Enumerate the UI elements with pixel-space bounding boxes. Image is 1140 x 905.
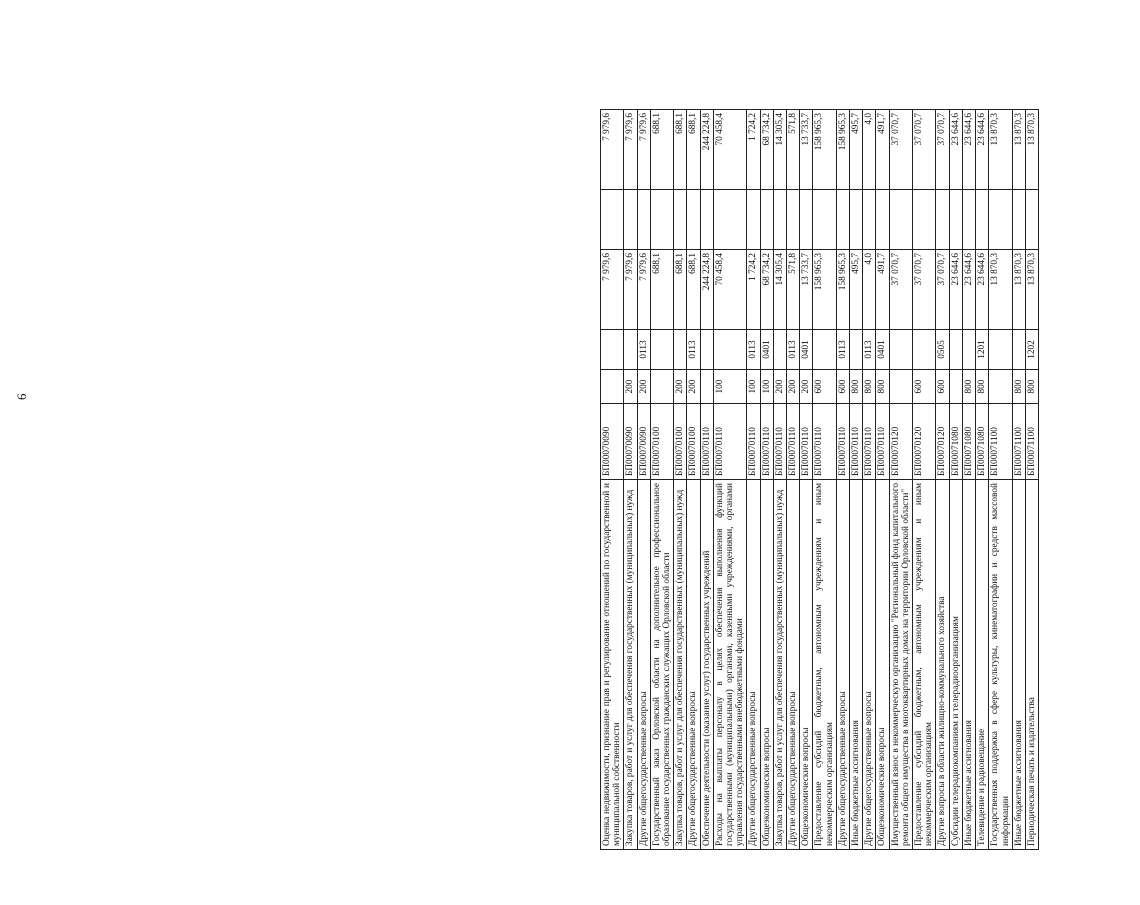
total-amount-cell: 13 870,3	[1012, 250, 1025, 330]
expense-type-cell: 800	[863, 370, 876, 404]
partial-amount-cell	[601, 190, 624, 250]
row-name-cell: Другие вопросы в области жилищно-коммунального хозяйства	[936, 480, 949, 850]
partial-amount-cell	[989, 190, 1012, 250]
total-amount-cell: 14 305,4	[773, 250, 786, 330]
table-row	[850, 110, 863, 850]
target-article-cell: БП00070120	[936, 404, 949, 480]
sum-amount-cell: 14 305,4	[773, 110, 786, 190]
row-name-cell: Другие общегосударственные вопросы	[687, 480, 700, 850]
section-cell	[913, 330, 936, 370]
target-article-cell: БП00071080	[949, 404, 962, 480]
expense-type-cell: 800	[976, 370, 989, 404]
section-cell	[713, 330, 747, 370]
expense-type-cell: 800	[850, 370, 863, 404]
table-row	[836, 110, 849, 850]
table-row	[700, 110, 713, 850]
row-name-cell: Иные бюджетные ассигнования	[1012, 480, 1025, 850]
total-amount-cell: 4,0	[863, 250, 876, 330]
row-name-cell: Общеэкономические вопросы	[876, 480, 889, 850]
total-amount-cell: 571,8	[787, 250, 800, 330]
partial-amount-cell	[976, 190, 989, 250]
section-cell: 0505	[936, 330, 949, 370]
total-amount-cell: 70 458,4	[713, 250, 747, 330]
section-cell: 0113	[747, 330, 760, 370]
sum-amount-cell: 491,7	[876, 110, 889, 190]
target-article-cell: БП00070110	[700, 404, 713, 480]
table-row	[800, 110, 813, 850]
partial-amount-cell	[913, 190, 936, 250]
section-cell	[989, 330, 1012, 370]
expense-type-cell: 200	[687, 370, 700, 404]
row-name-cell: Обеспечение деятельности (оказание услуг) государственных учреждений	[700, 480, 713, 850]
section-cell: 1201	[976, 330, 989, 370]
expense-type-cell	[989, 370, 1012, 404]
sum-amount-cell: 571,8	[787, 110, 800, 190]
sum-amount-cell: 13 870,3	[989, 110, 1012, 190]
sum-amount-cell: 13 870,3	[1025, 110, 1038, 190]
sum-amount-cell: 23 644,6	[976, 110, 989, 190]
sum-amount-cell: 1 724,2	[747, 110, 760, 190]
partial-amount-cell	[836, 190, 849, 250]
total-amount-cell: 688,1	[674, 250, 687, 330]
row-name-cell: Иные бюджетные ассигнования	[850, 480, 863, 850]
section-cell: 0113	[787, 330, 800, 370]
total-amount-cell: 23 644,6	[976, 250, 989, 330]
section-cell: 0401	[800, 330, 813, 370]
row-name-cell: Предоставление субсидий бюджетным, автономным учреждениям и иным некоммерческим организациям	[913, 480, 936, 850]
section-cell: 1202	[1025, 330, 1038, 370]
sum-amount-cell: 23 644,6	[949, 110, 962, 190]
section-cell	[601, 330, 624, 370]
sum-amount-cell: 158 965,3	[836, 110, 849, 190]
target-article-cell: БП00070110	[747, 404, 760, 480]
expense-type-cell: 200	[773, 370, 786, 404]
table-row	[624, 110, 637, 850]
section-cell	[949, 330, 962, 370]
section-cell	[650, 330, 673, 370]
table-row	[813, 110, 836, 850]
table-row	[863, 110, 876, 850]
target-article-cell: БП00070110	[773, 404, 786, 480]
table-row	[989, 110, 1012, 850]
target-article-cell: БП00070090	[637, 404, 650, 480]
section-cell	[1012, 330, 1025, 370]
sum-amount-cell: 13 733,7	[800, 110, 813, 190]
sum-amount-cell: 244 224,8	[700, 110, 713, 190]
target-article-cell: БП00070110	[713, 404, 747, 480]
partial-amount-cell	[813, 190, 836, 250]
table-row	[674, 110, 687, 850]
row-name-cell: Телевидение и радиовещание	[976, 480, 989, 850]
section-cell	[700, 330, 713, 370]
partial-amount-cell	[800, 190, 813, 250]
target-article-cell: БП00071080	[976, 404, 989, 480]
target-article-cell: БП00071100	[1012, 404, 1025, 480]
total-amount-cell: 37 070,7	[913, 250, 936, 330]
row-name-cell: Закупка товаров, работ и услуг для обеспечения государственных (муниципальных) нужд	[624, 480, 637, 850]
sum-amount-cell: 13 870,3	[1012, 110, 1025, 190]
partial-amount-cell	[637, 190, 650, 250]
total-amount-cell: 68 734,2	[760, 250, 773, 330]
table-row	[773, 110, 786, 850]
table-row	[1025, 110, 1038, 850]
row-name-cell: Государственная поддержка в сфере культуры, кинематографии и средств массовой информации	[989, 480, 1012, 850]
table-body	[601, 110, 1039, 850]
target-article-cell: БП00070110	[813, 404, 836, 480]
expense-type-cell: 600	[813, 370, 836, 404]
partial-amount-cell	[700, 190, 713, 250]
table-row	[889, 110, 912, 850]
table-row	[601, 110, 624, 850]
partial-amount-cell	[850, 190, 863, 250]
row-name-cell: Закупка товаров, работ и услуг для обеспечения государственных (муниципальных) нужд	[674, 480, 687, 850]
sum-amount-cell: 37 070,7	[913, 110, 936, 190]
section-cell: 0113	[836, 330, 849, 370]
partial-amount-cell	[674, 190, 687, 250]
section-cell	[773, 330, 786, 370]
sum-amount-cell: 7 979,6	[637, 110, 650, 190]
sum-amount-cell: 495,7	[850, 110, 863, 190]
row-name-cell: Государственный заказ Орловской области на дополнительное профессиональное образование государственных гражданских служащих Орловской области	[650, 480, 673, 850]
section-cell: 0401	[876, 330, 889, 370]
expense-type-cell	[949, 370, 962, 404]
row-name-cell: Общеэкономические вопросы	[800, 480, 813, 850]
partial-amount-cell	[747, 190, 760, 250]
total-amount-cell: 13 870,3	[989, 250, 1012, 330]
sum-amount-cell: 37 070,7	[936, 110, 949, 190]
partial-amount-cell	[949, 190, 962, 250]
table-row	[760, 110, 773, 850]
sum-amount-cell: 4,0	[863, 110, 876, 190]
sum-amount-cell: 70 458,4	[713, 110, 747, 190]
target-article-cell: БП00070110	[800, 404, 813, 480]
total-amount-cell: 1 724,2	[747, 250, 760, 330]
sum-amount-cell: 68 734,2	[760, 110, 773, 190]
row-name-cell: Другие общегосударственные вопросы	[747, 480, 760, 850]
section-cell	[850, 330, 863, 370]
total-amount-cell: 37 070,7	[889, 250, 912, 330]
expense-type-cell: 600	[836, 370, 849, 404]
row-name-cell: Другие общегосударственные вопросы	[637, 480, 650, 850]
sum-amount-cell: 688,1	[674, 110, 687, 190]
section-cell	[889, 330, 912, 370]
target-article-cell: БП00070120	[889, 404, 912, 480]
total-amount-cell: 495,7	[850, 250, 863, 330]
target-article-cell: БП00070090	[601, 404, 624, 480]
total-amount-cell: 23 644,6	[949, 250, 962, 330]
target-article-cell: БП00070110	[836, 404, 849, 480]
expense-type-cell	[601, 370, 624, 404]
target-article-cell: БП00070110	[787, 404, 800, 480]
row-name-cell: Другие общегосударственные вопросы	[863, 480, 876, 850]
expense-type-cell: 800	[1012, 370, 1025, 404]
partial-amount-cell	[1012, 190, 1025, 250]
section-cell	[813, 330, 836, 370]
target-article-cell: БП00070110	[876, 404, 889, 480]
total-amount-cell: 13 733,7	[800, 250, 813, 330]
partial-amount-cell	[962, 190, 975, 250]
section-cell	[962, 330, 975, 370]
section-cell: 0113	[637, 330, 650, 370]
target-article-cell: БП00071100	[1025, 404, 1038, 480]
table-row	[949, 110, 962, 850]
target-article-cell: БП00071100	[989, 404, 1012, 480]
total-amount-cell: 13 870,3	[1025, 250, 1038, 330]
target-article-cell: БП00070110	[850, 404, 863, 480]
sum-amount-cell: 7 979,6	[601, 110, 624, 190]
partial-amount-cell	[787, 190, 800, 250]
total-amount-cell: 37 070,7	[936, 250, 949, 330]
section-cell: 0113	[687, 330, 700, 370]
row-name-cell: Оценка недвижимости, признание прав и регулирование отношений по государственной и муниципальной собственности	[601, 480, 624, 850]
partial-amount-cell	[1025, 190, 1038, 250]
target-article-cell: БП00070090	[624, 404, 637, 480]
table-row	[913, 110, 936, 850]
expense-type-cell: 100	[713, 370, 747, 404]
row-name-cell: Другие общегосударственные вопросы	[836, 480, 849, 850]
section-cell: 0113	[863, 330, 876, 370]
partial-amount-cell	[624, 190, 637, 250]
partial-amount-cell	[876, 190, 889, 250]
total-amount-cell: 158 965,3	[836, 250, 849, 330]
total-amount-cell: 7 979,6	[624, 250, 637, 330]
total-amount-cell: 244 224,8	[700, 250, 713, 330]
row-name-cell: Расходы на выплаты персоналу в целях обеспечения выполнения функций государственными (муниципальными) органами, казенными учреждениями, органами управления государственными внебюджетными фондами	[713, 480, 747, 850]
sum-amount-cell: 23 644,6	[962, 110, 975, 190]
expense-type-cell: 100	[747, 370, 760, 404]
partial-amount-cell	[889, 190, 912, 250]
budget-table	[600, 109, 1039, 850]
table-row	[747, 110, 760, 850]
expense-type-cell: 200	[674, 370, 687, 404]
row-name-cell: Периодическая печать и издательства	[1025, 480, 1038, 850]
row-name-cell: Иные бюджетные ассигнования	[962, 480, 975, 850]
sum-amount-cell: 37 070,7	[889, 110, 912, 190]
table-row	[936, 110, 949, 850]
total-amount-cell: 688,1	[650, 250, 673, 330]
target-article-cell: БП00070110	[863, 404, 876, 480]
target-article-cell: БП00070110	[760, 404, 773, 480]
total-amount-cell: 23 644,6	[962, 250, 975, 330]
section-cell: 0401	[760, 330, 773, 370]
partial-amount-cell	[773, 190, 786, 250]
rotated-table-wrapper	[600, 110, 1140, 850]
expense-type-cell	[700, 370, 713, 404]
table-row	[637, 110, 650, 850]
total-amount-cell: 158 965,3	[813, 250, 836, 330]
row-name-cell: Имущественный взнос в некоммерческую организацию "Региональный фонд капитального ремонта общего имущества в многоквартирных домах на территории Орловской области"	[889, 480, 912, 850]
expense-type-cell: 200	[800, 370, 813, 404]
partial-amount-cell	[687, 190, 700, 250]
total-amount-cell: 7 979,6	[637, 250, 650, 330]
table-row	[976, 110, 989, 850]
expense-type-cell	[889, 370, 912, 404]
expense-type-cell: 200	[624, 370, 637, 404]
target-article-cell: БП00070100	[687, 404, 700, 480]
partial-amount-cell	[936, 190, 949, 250]
expense-type-cell: 200	[787, 370, 800, 404]
table-row	[962, 110, 975, 850]
expense-type-cell: 800	[876, 370, 889, 404]
section-cell	[674, 330, 687, 370]
target-article-cell: БП00070120	[913, 404, 936, 480]
partial-amount-cell	[760, 190, 773, 250]
expense-type-cell	[650, 370, 673, 404]
target-article-cell: БП00071080	[962, 404, 975, 480]
target-article-cell: БП00070100	[650, 404, 673, 480]
table-row	[1012, 110, 1025, 850]
partial-amount-cell	[650, 190, 673, 250]
total-amount-cell: 688,1	[687, 250, 700, 330]
row-name-cell: Предоставление субсидий бюджетным, автономным учреждениям и иным некоммерческим организациям	[813, 480, 836, 850]
expense-type-cell: 100	[760, 370, 773, 404]
sum-amount-cell: 688,1	[650, 110, 673, 190]
table-row	[687, 110, 700, 850]
target-article-cell: БП00070100	[674, 404, 687, 480]
sum-amount-cell: 158 965,3	[813, 110, 836, 190]
page-number: 6	[14, 393, 29, 400]
expense-type-cell: 600	[913, 370, 936, 404]
table-row	[787, 110, 800, 850]
row-name-cell: Закупка товаров, работ и услуг для обеспечения государственных (муниципальных) нужд	[773, 480, 786, 850]
section-cell	[624, 330, 637, 370]
table-row	[876, 110, 889, 850]
row-name-cell: Общеэкономические вопросы	[760, 480, 773, 850]
partial-amount-cell	[713, 190, 747, 250]
table-row	[650, 110, 673, 850]
total-amount-cell: 491,7	[876, 250, 889, 330]
expense-type-cell: 600	[936, 370, 949, 404]
row-name-cell: Субсидии телерадиокомпаниям и телерадиоорганизациям	[949, 480, 962, 850]
expense-type-cell: 800	[1025, 370, 1038, 404]
total-amount-cell: 7 979,6	[601, 250, 624, 330]
partial-amount-cell	[863, 190, 876, 250]
table-row	[713, 110, 747, 850]
row-name-cell: Другие общегосударственные вопросы	[787, 480, 800, 850]
sum-amount-cell: 688,1	[687, 110, 700, 190]
sum-amount-cell: 7 979,6	[624, 110, 637, 190]
expense-type-cell: 800	[962, 370, 975, 404]
expense-type-cell: 200	[637, 370, 650, 404]
